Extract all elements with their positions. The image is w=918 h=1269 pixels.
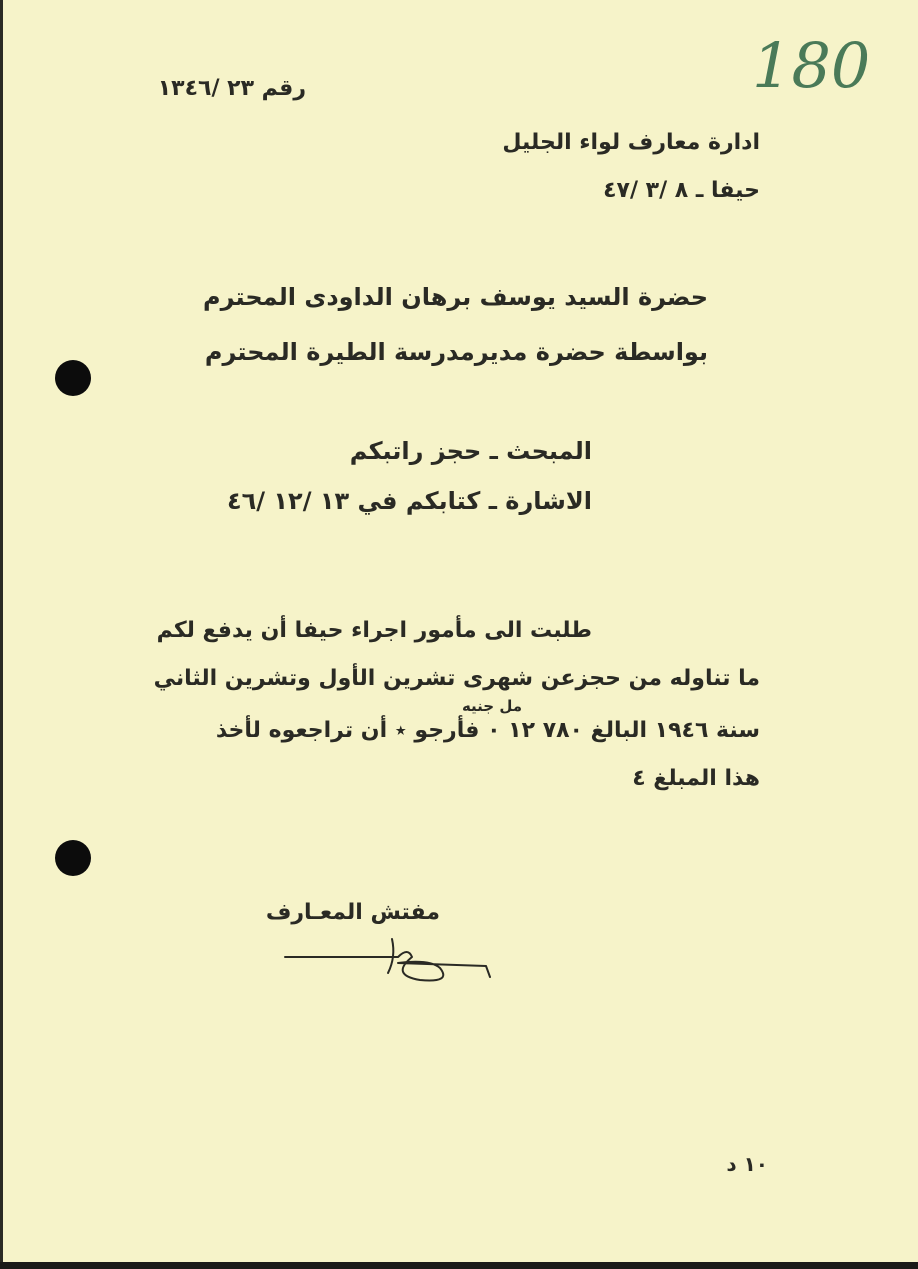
scan-left-edge — [0, 0, 3, 1262]
place-date: حيفا ـ ٨ /٣ /٤٧ — [603, 178, 760, 203]
punch-hole-bottom — [55, 840, 91, 876]
reference-number: رقم ٢٣ /١٣٤٦ — [157, 76, 306, 101]
folio-number: 180 — [752, 29, 871, 102]
addressee-line: حضرة السيد يوسف برهان الداودى المحترم — [203, 283, 708, 311]
punch-hole-top — [55, 360, 91, 396]
body-line-1: طلبت الى مأمور اجراء حيفا أن يدفع لكم — [156, 618, 592, 643]
body-line-3-annotation: مل جنيه — [461, 697, 522, 715]
signatory-title: مفتش المعـارف — [265, 900, 440, 925]
body-line-3: سنة ١٩٤٦ البالغ ٧٨٠ ١٢ ٠ فأرجو ٭ أن تراجعوه لأخذ — [215, 718, 760, 743]
body-line-2: ما تناوله من حجزعن شهرى تشرين الأول وتشرين الثاني — [153, 666, 760, 691]
subject-line: المبحث ـ حجز راتبكم — [349, 437, 592, 465]
scan-bottom-edge — [0, 1262, 918, 1269]
office-name: ادارة معارف لواء الجليل — [502, 130, 760, 155]
via-line: بواسطة حضرة مديرمدرسة الطيرة المحترم — [204, 338, 708, 366]
handwritten-signature — [280, 935, 500, 990]
reference-line: الاشارة ـ كتابكم في ١٣ /١٢ /٤٦ — [226, 487, 592, 515]
footer-code: ١٠ د — [726, 1152, 768, 1176]
body-line-4: هذا المبلغ ٤ — [632, 766, 760, 791]
